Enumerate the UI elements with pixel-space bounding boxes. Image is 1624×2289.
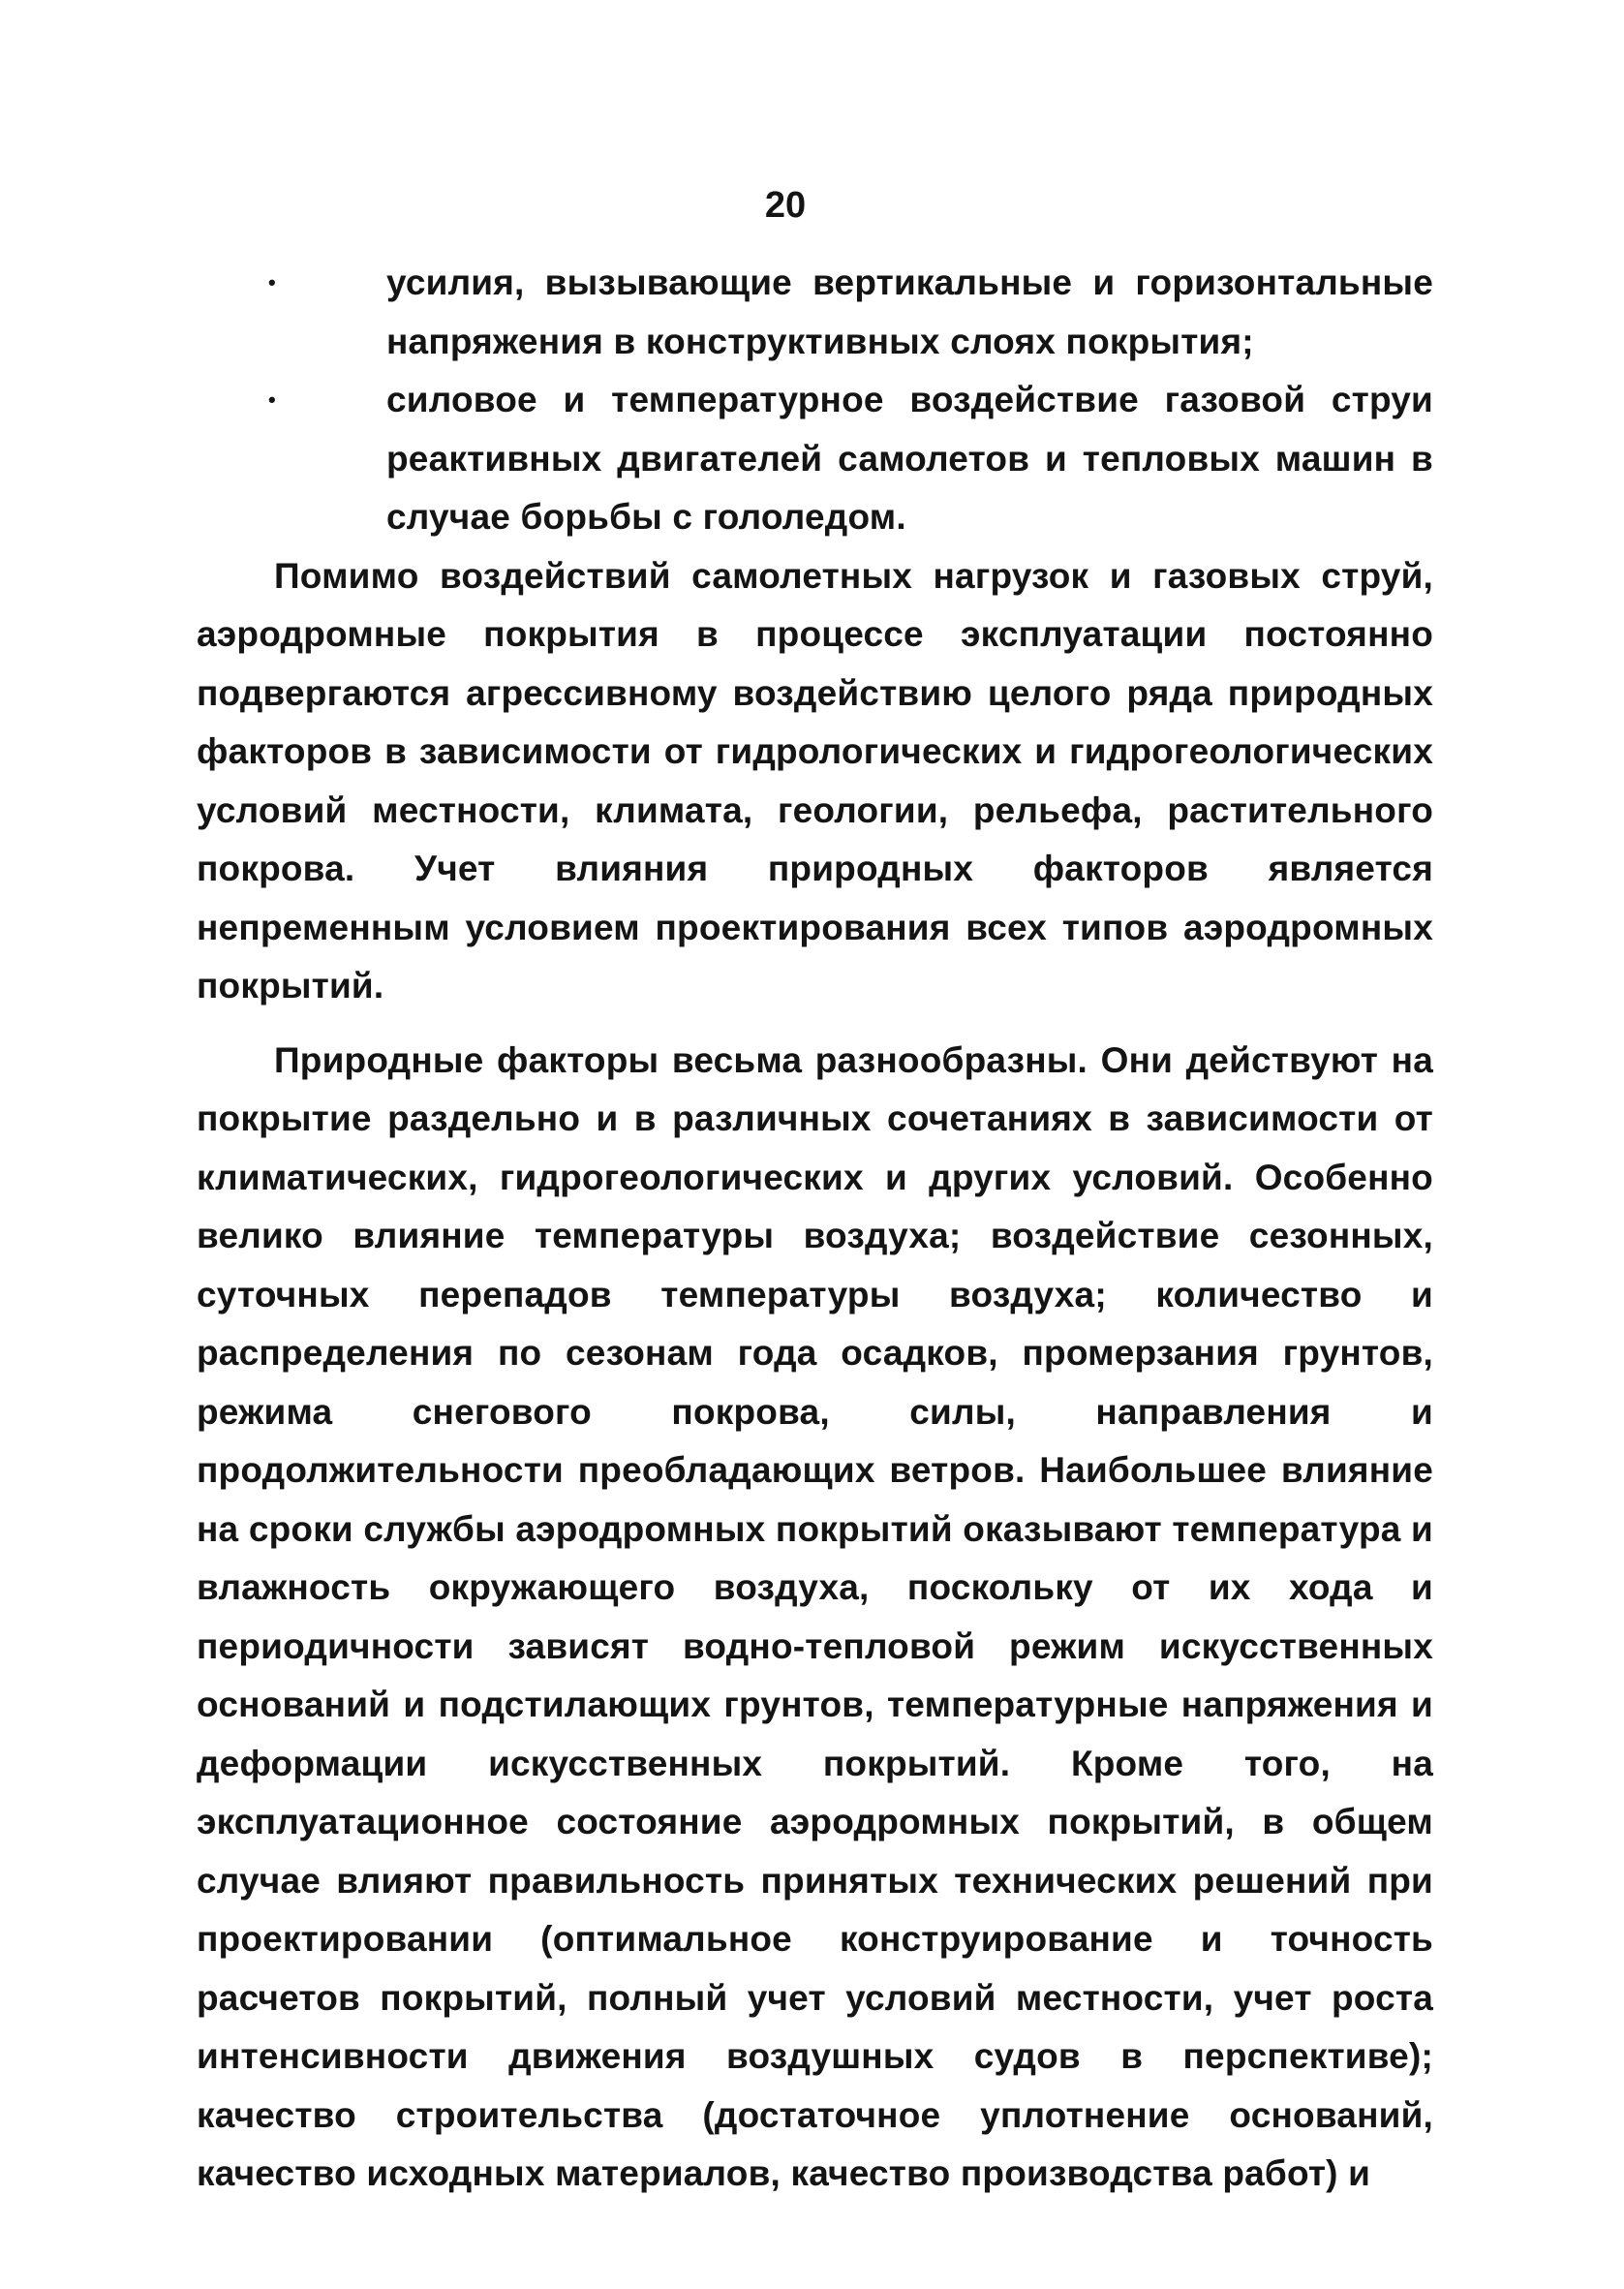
page-number: 20 bbox=[764, 185, 807, 226]
bullet-icon: • bbox=[268, 387, 276, 412]
list-item bbox=[197, 254, 1433, 371]
bullet-list bbox=[197, 254, 1433, 547]
list-item bbox=[197, 371, 1433, 547]
paragraph: Помимо воздействий самолетных нагрузок и газовых струй, аэродромные покрытия в процессе эксплуатации постоянно подвергаются агрессивному воздействию целого ряда природных факторов в зависимости от гидрологических и гидрогеологических условий местности, климата, геологии, рельефа, растительного покрова. Учет влияния природных факторов является непременным условием проектирования всех типов аэродромных покрытий. bbox=[197, 555, 1433, 1005]
paragraph: Природные факторы весьма разнообразны. Они действуют на покрытие раздельно и в различных сочетаниях в зависимости от климатических, гидрогеологических и других условий. Особенно велико влияние температуры воздуха; воздействие сезонных, суточных перепадов температуры воздуха; количество и распределения по сезонам года осадков, промерзания грунтов, режима снегового покрова, силы, направления и продолжительности преобладающих ветров. Наибольшее влияние на сроки службы аэродромных покрытий оказывают температура и влажность окружающего воздуха, поскольку от их хода и периодичности зависят водно-тепловой режим искусственных оснований и подстилающих грунтов, температурные напряжения и деформации искусственных покрытий. Кроме того, на эксплуатационное состояние аэродромных покрытий, в общем случае влияют правильность принятых технических решений при проектировании (оптимальное конструирование и точность расчетов покрытий, полный учет условий местности, учет роста интенсивности движения воздушных судов в перспективе); качество строительства (достаточное уплотнение оснований, качество исходных материалов, качество производства работ) и bbox=[197, 1039, 1433, 2193]
list-item-text: силовое и температурное воздействие газовой струи реактивных двигателей самолетов и тепловых машин в случае борьбы с гололедом. bbox=[386, 380, 1433, 537]
body-text bbox=[197, 254, 1433, 2204]
bullet-icon: • bbox=[268, 270, 276, 294]
list-item-text: усилия, вызывающие вертикальные и горизонтальные напряжения в конструктивных слоях покрытия; bbox=[386, 263, 1433, 361]
